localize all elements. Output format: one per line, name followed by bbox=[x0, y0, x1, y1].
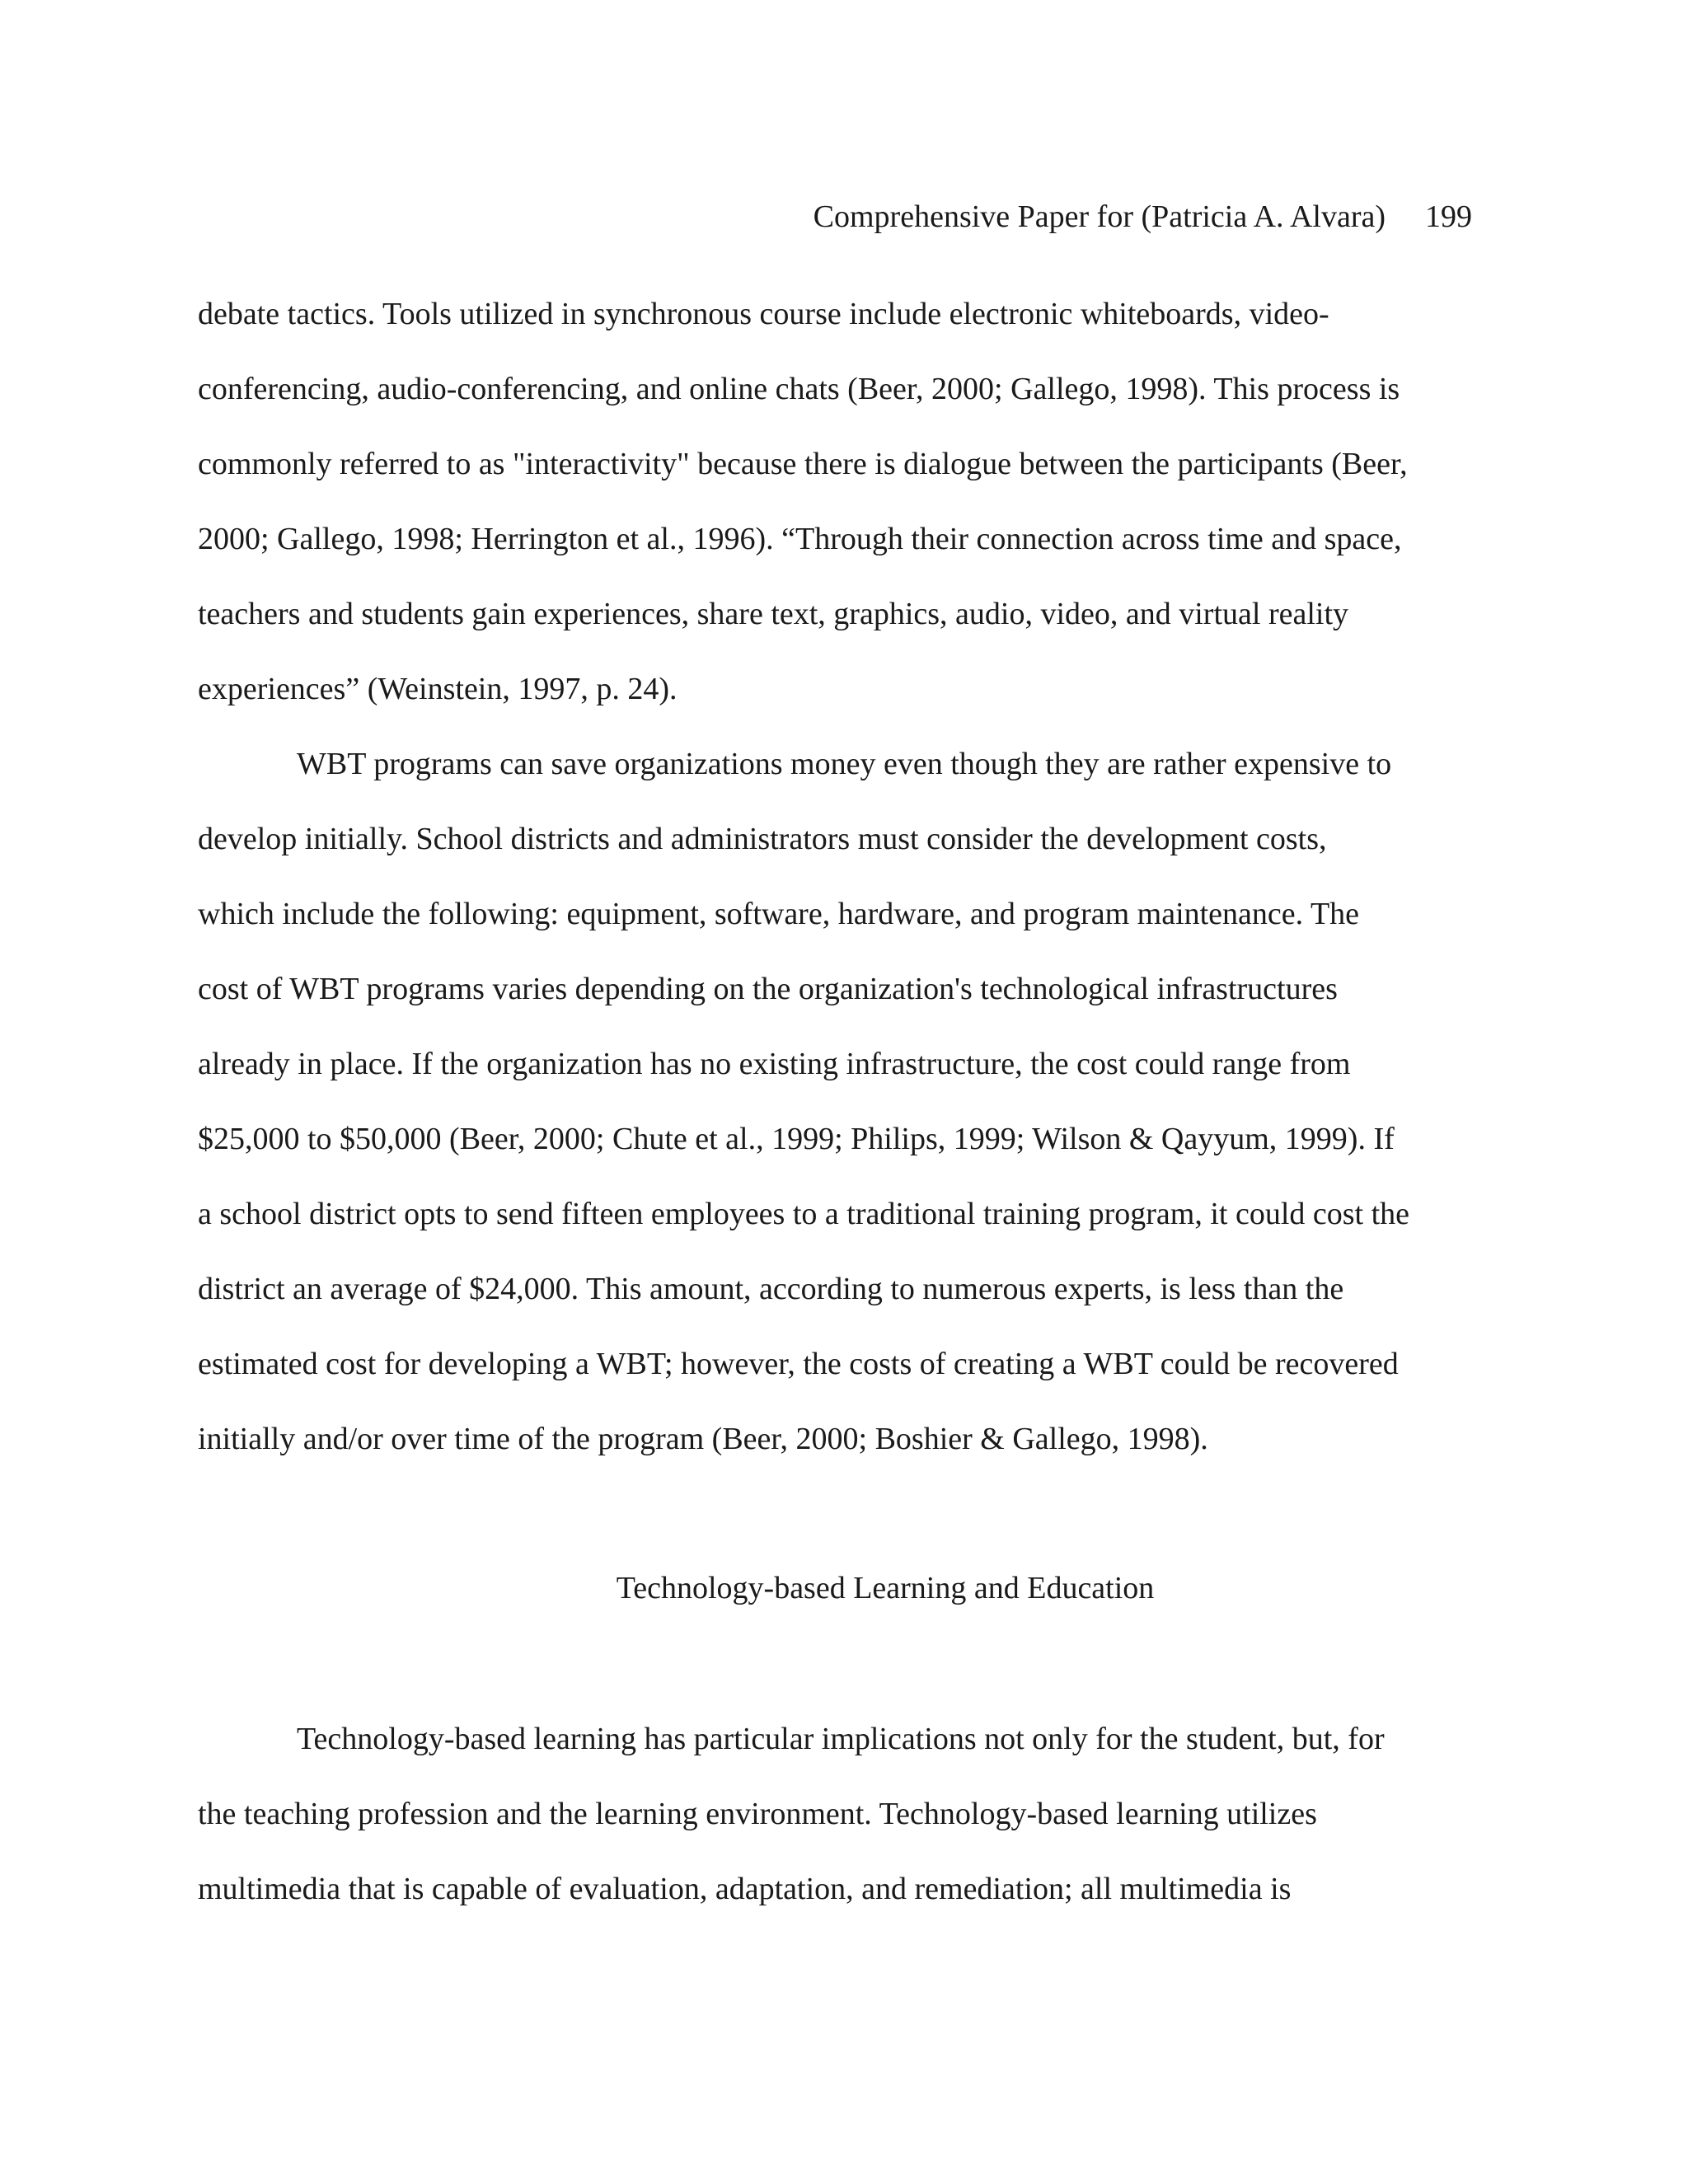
paragraph-2-line-6: $25,000 to $50,000 (Beer, 2000; Chute et al., 1999; Philips, 1999; Wilson & Qayyum, 1999). If bbox=[198, 1122, 1395, 1156]
paragraph-2-line-7: a school district opts to send fifteen employees to a traditional training program, it could cost the bbox=[198, 1197, 1410, 1231]
paragraph-2-line-10: initially and/or over time of the program (Beer, 2000; Boshier & Gallego, 1998). bbox=[198, 1422, 1208, 1456]
section-heading: Technology-based Learning and Education bbox=[616, 1571, 1155, 1605]
paragraph-1-line-6: experiences” (Weinstein, 1997, p. 24). bbox=[198, 672, 678, 706]
page-number: 199 bbox=[1425, 199, 1472, 234]
paragraph-3-line-1: Technology-based learning has particular implications not only for the student, but, for bbox=[297, 1722, 1385, 1756]
paragraph-1-line-4: 2000; Gallego, 1998; Herrington et al., 1996). “Through their connection across time and space, bbox=[198, 522, 1402, 556]
paragraph-1-line-1: debate tactics. Tools utilized in synchronous course include electronic whiteboards, video- bbox=[198, 297, 1329, 331]
paragraph-1-line-2: conferencing, audio-conferencing, and online chats (Beer, 2000; Gallego, 1998). This process is bbox=[198, 372, 1400, 406]
paragraph-2-line-5: already in place. If the organization has no existing infrastructure, the cost could range from bbox=[198, 1047, 1351, 1081]
running-header bbox=[814, 194, 1472, 239]
paragraph-2-line-4: cost of WBT programs varies depending on the organization's technological infrastructures bbox=[198, 972, 1338, 1006]
paragraph-2-line-1: WBT programs can save organizations money even though they are rather expensive to bbox=[297, 747, 1392, 781]
paragraph-2-line-8: district an average of $24,000. This amount, according to numerous experts, is less than the bbox=[198, 1272, 1344, 1306]
paragraph-1-line-5: teachers and students gain experiences, share text, graphics, audio, video, and virtual reality bbox=[198, 597, 1348, 631]
paragraph-1-line-3: commonly referred to as "interactivity" because there is dialogue between the participants (Beer, bbox=[198, 447, 1408, 481]
paragraph-3-line-3: multimedia that is capable of evaluation, adaptation, and remediation; all multimedia is bbox=[198, 1872, 1292, 1906]
paragraph-2-line-2: develop initially. School districts and administrators must consider the development costs, bbox=[198, 822, 1327, 856]
paragraph-3-line-2: the teaching profession and the learning environment. Technology-based learning utilizes bbox=[198, 1797, 1317, 1831]
paragraph-2-line-3: which include the following: equipment, software, hardware, and program maintenance. The bbox=[198, 897, 1360, 931]
paragraph-2-line-9: estimated cost for developing a WBT; however, the costs of creating a WBT could be recovered bbox=[198, 1347, 1399, 1381]
running-title: Comprehensive Paper for (Patricia A. Alvara) bbox=[813, 199, 1386, 234]
